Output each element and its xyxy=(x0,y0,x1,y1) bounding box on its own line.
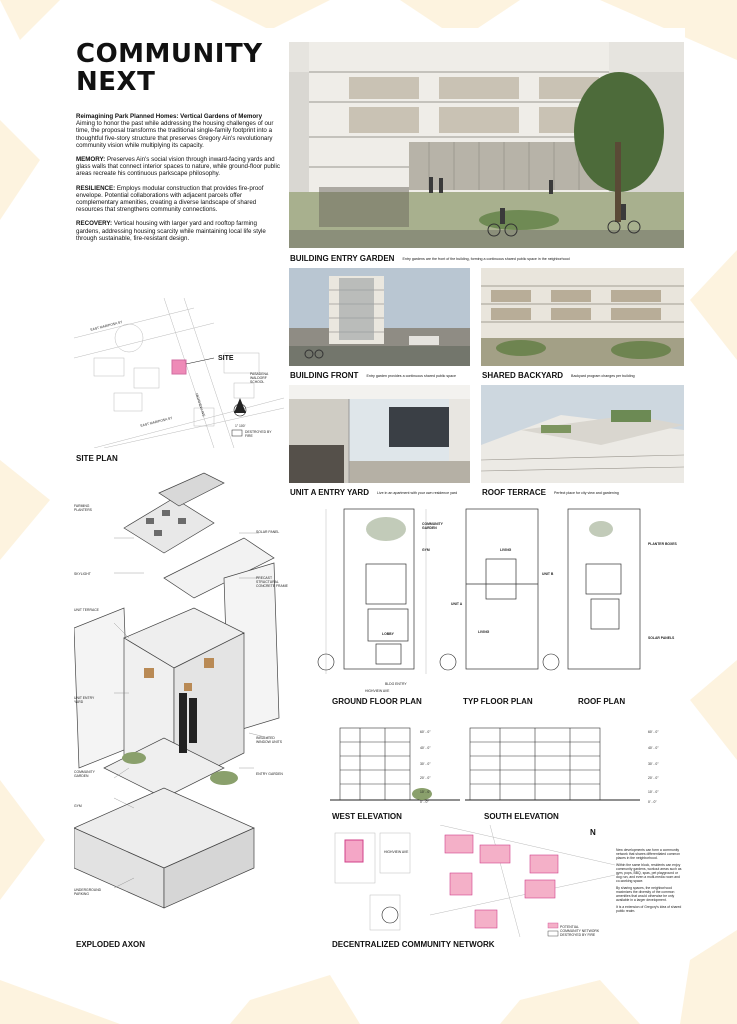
network-legend-1: POTENTIAL COMMUNITY NETWORK xyxy=(560,925,600,933)
exploded-axon-drawing xyxy=(74,468,288,938)
site-destroyed-note: DESTROYED BY FIRE xyxy=(245,430,272,438)
intro-heading: Reimagining Park Planned Homes: Vertical Gardens of Memory xyxy=(76,113,263,120)
site-scale-note: 1" 100' xyxy=(235,424,246,428)
shared-backyard-render xyxy=(481,268,684,366)
ground-label-community-garden: COMMUNITY GARDEN xyxy=(422,522,443,530)
roof-terrace-render xyxy=(481,385,684,483)
intro-lead: Aiming to honor the past while addressing the housing challenges of our time, the proposal transforms the traditional single-family footprint into a thoughtful five-story structure that preserves Gregory Ain's revolutionary community vision while multiplying its capacity. xyxy=(76,120,274,149)
west-level-0: 60' - 0" xyxy=(420,730,431,734)
south-level-5: 0' - 0" xyxy=(648,800,657,804)
axon-label-unit-entry-yard: UNIT ENTRY YARD xyxy=(74,696,95,704)
building-front-render xyxy=(289,268,470,366)
network-notes xyxy=(616,848,682,913)
network-title: DECENTRALIZED COMMUNITY NETWORK xyxy=(332,940,495,949)
shared-backyard-caption xyxy=(482,371,635,380)
south-level-2: 30' - 0" xyxy=(648,762,659,766)
shared-backyard-title: SHARED BACKYARD xyxy=(482,371,564,380)
typ-label-unit-a: UNIT A xyxy=(451,602,463,606)
unit-entry-yard-sub: Live in an apartment with your own residence yard xyxy=(376,490,458,495)
resilience-label: RESILIENCE: xyxy=(76,184,116,192)
title-line-2: NEXT xyxy=(76,67,156,97)
axon-label-skylight: SKYLIGHT xyxy=(74,572,91,576)
shared-backyard-sub: Backyard program changes per building xyxy=(571,373,635,378)
elevations-drawing xyxy=(330,718,670,808)
ground-label-bldg-entry: BLDG ENTRY xyxy=(385,682,407,686)
west-level-4: 10' - 0" xyxy=(420,790,431,794)
memory-text: Preserves Ain's social vision through inward-facing yards and glass walls that connect interior spaces to nature, while ground-floor public areas recreate his continuous parkscape philosophy. xyxy=(76,156,280,178)
south-level-3: 20' - 0" xyxy=(648,776,659,780)
recovery-text: Vertical housing with larger yard and rooftop farming gardens, addressing housing scarcity while maintaining local life style through sustainable, fire-resistant design. xyxy=(76,220,266,242)
floor-plans-drawing xyxy=(306,504,680,694)
entry-garden-sub: Entry gardens are the front of the building, forming a continuous shared public space in the neighborhood xyxy=(402,256,570,261)
axon-label-solar-panel: SOLAR PANEL xyxy=(256,530,280,534)
network-street-label: HIGHVIEW AVE xyxy=(384,850,409,854)
ground-label-street: HIGHVIEW AVE xyxy=(365,689,390,693)
site-street-label-1: EAST MARIPOSA ST xyxy=(90,320,123,332)
ground-floor-title: GROUND FLOOR PLAN xyxy=(332,697,422,706)
unit-entry-yard-render xyxy=(289,385,470,483)
typ-floor-title: TYP FLOOR PLAN xyxy=(463,697,533,706)
memory-label: MEMORY: xyxy=(76,156,106,164)
south-level-4: 10' - 0" xyxy=(648,790,659,794)
resilience-text: Employs modular construction that provides fire-proof envelope. Potential collaborations with adjacent parcels offer complementary amenities, creating a diverse landscape of shared resources that strengthens community connections. xyxy=(76,184,264,214)
site-street-label-2: EAST MARIPOSA ST xyxy=(140,416,173,428)
west-elevation-title: WEST ELEVATION xyxy=(332,812,402,821)
west-level-2: 30' - 0" xyxy=(420,762,431,766)
poster-title xyxy=(76,40,276,96)
building-front-sub: Entry garden provides a continuous shared public space xyxy=(366,373,456,378)
exploded-axon-title: EXPLODED AXON xyxy=(76,940,146,949)
entry-garden-render xyxy=(289,42,684,248)
axon-label-farming: FARMING PLANTERS xyxy=(74,504,92,512)
axon-label-parking: UNDERGROUND PARKING xyxy=(74,888,102,896)
ground-label-lobby: LOBBY xyxy=(382,632,394,636)
typ-label-unit-b: UNIT B xyxy=(542,572,554,576)
entry-garden-caption xyxy=(290,254,570,263)
network-legend-2: DESTROYED BY FIRE xyxy=(560,933,596,937)
roof-label-solar: SOLAR PANELS xyxy=(648,636,675,640)
south-level-1: 40' - 0" xyxy=(648,746,659,750)
building-front-title: BUILDING FRONT xyxy=(290,371,359,380)
unit-entry-yard-caption xyxy=(290,488,457,497)
axon-label-window-units: INSULATED WINDOW UNITS xyxy=(256,736,282,744)
typ-label-living-1: LIVING xyxy=(500,548,512,552)
site-marker-label: SITE xyxy=(218,355,234,362)
axon-label-community-garden: COMMUNITY GARDEN xyxy=(74,770,95,778)
south-elevation-title: SOUTH ELEVATION xyxy=(484,812,559,821)
entry-garden-title: BUILDING ENTRY GARDEN xyxy=(290,254,395,263)
network-note-1: New developments can form a community network that shares differentiated common places in the neighborhood. xyxy=(616,848,681,860)
site-plan-title: SITE PLAN xyxy=(76,454,118,463)
roof-label-planter: PLANTER BOXES xyxy=(648,542,677,546)
axon-label-precast-frame: PRECAST STRUCTURAL CONCRETE FRAME xyxy=(256,576,288,588)
poster-sheet xyxy=(60,28,685,975)
network-north-arrow: N xyxy=(590,828,596,837)
unit-entry-yard-title: UNIT A ENTRY YARD xyxy=(290,488,369,497)
network-note-4: It is a extension of Gregory's idea of shared public realm. xyxy=(616,905,682,913)
roof-plan-title: ROOF PLAN xyxy=(578,697,626,706)
west-level-5: 0' - 0" xyxy=(420,800,429,804)
typ-label-living-2: LIVING xyxy=(478,630,490,634)
intro-text xyxy=(76,113,281,249)
roof-terrace-caption xyxy=(482,488,619,497)
title-line-1: COMMUNITY xyxy=(76,39,263,69)
axon-label-unit-terrace: UNIT TERRACE xyxy=(74,608,99,612)
recovery-label: RECOVERY: xyxy=(76,220,113,228)
west-level-1: 40' - 0" xyxy=(420,746,431,750)
community-network-map xyxy=(330,825,615,937)
roof-terrace-sub: Perfect place for city view and gardening xyxy=(554,490,619,495)
roof-terrace-title: ROOF TERRACE xyxy=(482,488,546,497)
network-note-2: Within the same block, residents can enjoy community gardens, workout areas such as gym, pops, BBQ, spas, pet playground or dog run, and even a multi-media room and co-working space. xyxy=(616,863,682,883)
building-front-caption xyxy=(290,371,456,380)
south-level-0: 60' - 0" xyxy=(648,730,659,734)
network-note-3: By sharing spaces, the neighborhood maximizes the diversity of the common amenities that would otherwise be only available in a larger development. xyxy=(616,886,675,902)
axon-label-entry-garden: ENTRY GARDEN xyxy=(256,772,283,776)
west-level-3: 20' - 0" xyxy=(420,776,431,780)
ground-label-gym: GYM xyxy=(422,548,430,552)
site-street-label-3: HIGHVIEW AVE xyxy=(194,392,206,418)
axon-label-gym: GYM xyxy=(74,804,82,808)
site-school-note: PASADENA WALDORF SCHOOL xyxy=(250,372,269,384)
